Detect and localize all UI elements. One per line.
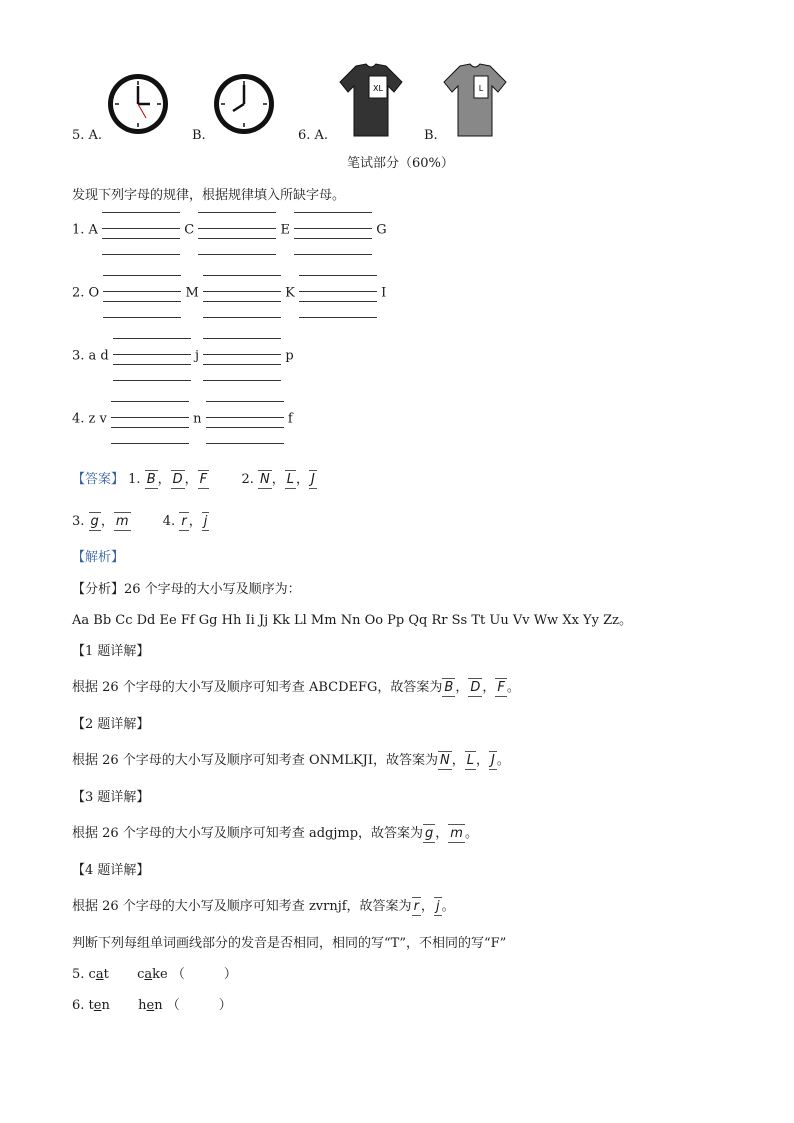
instruction-letters: 发现下列字母的规律，根据规律填入所缺字母。 xyxy=(72,188,346,203)
row3-prefix: 3. a d xyxy=(72,348,109,364)
analysis-intro: 【分析】26 个字母的大小写及顺序为： xyxy=(72,582,301,597)
answer-letter: L xyxy=(286,472,294,487)
answer-letter: J xyxy=(491,753,495,768)
end-mark: 。 xyxy=(506,680,520,695)
end-mark: 。 xyxy=(441,899,455,914)
word-2 xyxy=(138,998,162,1013)
row3-letter: p xyxy=(285,348,294,364)
word-part: c xyxy=(137,967,145,982)
row1-letter: E xyxy=(280,222,290,238)
separator: ， xyxy=(184,472,198,487)
answer-letter: r xyxy=(181,514,187,529)
word-part: c xyxy=(88,967,96,982)
tshirt-xl-tag: XL xyxy=(373,84,383,93)
separator: ， xyxy=(482,680,496,695)
sound-item-5 xyxy=(72,963,237,982)
separator: ， xyxy=(420,899,434,914)
row2-letter: I xyxy=(381,285,387,301)
detail-3-title: 【3 题详解】 xyxy=(72,790,150,805)
q5-option-b: B. xyxy=(192,128,206,143)
item-number: 6. xyxy=(72,998,85,1013)
writing-blank[interactable] xyxy=(203,330,281,382)
word-part: n xyxy=(154,998,163,1013)
end-mark: 。 xyxy=(496,753,510,768)
answer-blank[interactable]: （ ） xyxy=(171,967,237,982)
row3-letter: j xyxy=(195,348,200,364)
sound-item-6 xyxy=(72,994,232,1013)
answer-letter: F xyxy=(497,680,505,695)
word-part: t xyxy=(88,998,94,1013)
separator: ， xyxy=(451,753,465,768)
row2-letter: K xyxy=(285,285,295,301)
q6-number: 6. A. xyxy=(298,128,329,143)
detail-4-title: 【4 题详解】 xyxy=(72,863,150,878)
separator: ， xyxy=(157,472,171,487)
answer-letter: F xyxy=(199,472,208,487)
word-part: h xyxy=(138,998,147,1013)
clock-a-icon xyxy=(106,66,170,140)
answer-letter: r xyxy=(413,899,419,914)
analysis-label: 【解析】 xyxy=(72,550,125,565)
tshirt-l-tag: L xyxy=(478,84,484,93)
tshirt-l-icon xyxy=(440,60,510,140)
detail-3-text xyxy=(72,822,478,841)
tshirt-xl-icon xyxy=(336,60,406,140)
word-part: t xyxy=(103,967,109,982)
separator: ， xyxy=(100,514,114,529)
row4-letter: f xyxy=(287,411,293,427)
separator: ， xyxy=(271,472,285,487)
detail-3-body: 根据 26 个字母的大小写及顺序可知考查 adgjmp，故答案为 xyxy=(72,826,424,841)
underlined-part: a xyxy=(144,967,153,982)
underlined-part: a xyxy=(95,967,104,982)
answer-1-number: 1. xyxy=(128,472,141,487)
alphabet-list: Aa Bb Cc Dd Ee Ff Gg Hh Ii Jj Kk Ll Mm Nn Oo Pp Qq Rr Ss Tt Uu Vv Ww Xx Yy Zz。 xyxy=(72,613,632,628)
detail-1-text xyxy=(72,676,520,695)
writing-blank[interactable] xyxy=(294,204,372,256)
answer-label: 【答案】 xyxy=(72,472,125,487)
separator: ， xyxy=(455,680,469,695)
separator: ， xyxy=(475,753,489,768)
letter-row-4 xyxy=(72,393,293,446)
answer-line-1 xyxy=(72,468,317,487)
answer-letter: N xyxy=(439,753,450,768)
end-mark: 。 xyxy=(464,826,478,841)
answer-letter: B xyxy=(146,472,156,487)
answer-letter: B xyxy=(444,680,454,695)
answer-letter: j xyxy=(435,899,440,914)
separator: ， xyxy=(295,472,309,487)
q5-number: 5. A. xyxy=(72,128,103,143)
underlined-part: e xyxy=(93,998,102,1013)
row4-letter: n xyxy=(193,411,202,427)
answer-letter: J xyxy=(311,472,315,487)
row1-letter: G xyxy=(376,222,387,238)
answer-blank[interactable]: （ ） xyxy=(166,998,232,1013)
answer-letter: L xyxy=(466,753,474,768)
detail-2-text xyxy=(72,749,510,768)
writing-blank[interactable] xyxy=(113,330,191,382)
word-1 xyxy=(89,998,110,1013)
answer-2-number: 2. xyxy=(241,472,254,487)
letter-row-2 xyxy=(72,267,386,320)
letter-row-3 xyxy=(72,330,294,383)
answer-letter: g xyxy=(425,826,434,841)
clock-b-icon xyxy=(212,66,276,140)
answer-4-number: 4. xyxy=(162,514,176,529)
row1-prefix: 1. A xyxy=(72,222,98,238)
instruction-sound: 判断下列每组单词画线部分的发音是否相同，相同的写“T”，不相同的写“F” xyxy=(72,936,507,951)
separator: ， xyxy=(188,514,202,529)
item-number: 5. xyxy=(72,967,85,982)
writing-blank[interactable] xyxy=(102,204,180,256)
answer-letter: D xyxy=(470,680,481,695)
word-1 xyxy=(89,967,109,982)
detail-4-body: 根据 26 个字母的大小写及顺序可知考查 zvrnjf，故答案为 xyxy=(72,899,412,914)
row4-prefix: 4. z v xyxy=(72,411,107,427)
word-part: ke xyxy=(152,967,168,982)
underlined-part: e xyxy=(146,998,155,1013)
answer-letter: m xyxy=(115,514,129,529)
word-part: n xyxy=(101,998,110,1013)
word-2 xyxy=(137,967,168,982)
writing-blank[interactable] xyxy=(299,267,377,319)
answer-line-2 xyxy=(72,510,209,529)
answer-letter: m xyxy=(450,826,463,841)
answer-letter: N xyxy=(259,472,270,487)
row1-letter: C xyxy=(184,222,195,238)
writing-blank[interactable] xyxy=(103,267,181,319)
answer-letter: j xyxy=(203,514,208,529)
writing-blank[interactable] xyxy=(198,204,276,256)
letter-row-1 xyxy=(72,204,387,257)
written-section-heading: 笔试部分（60%） xyxy=(347,156,454,171)
row2-prefix: 2. O xyxy=(72,285,100,301)
detail-2-title: 【2 题详解】 xyxy=(72,717,150,732)
detail-4-text xyxy=(72,895,455,914)
writing-blank[interactable] xyxy=(203,267,281,319)
detail-1-title: 【1 题详解】 xyxy=(72,644,150,659)
row2-letter: M xyxy=(185,285,199,301)
q6-option-b: B. xyxy=(424,128,438,143)
writing-blank[interactable] xyxy=(206,393,284,445)
writing-blank[interactable] xyxy=(111,393,189,445)
answer-3-number: 3. xyxy=(72,514,85,529)
answer-letter: D xyxy=(172,472,183,487)
detail-2-body: 根据 26 个字母的大小写及顺序可知考查 ONMLKJI，故答案为 xyxy=(72,753,438,768)
detail-1-body: 根据 26 个字母的大小写及顺序可知考查 ABCDEFG，故答案为 xyxy=(72,680,443,695)
answer-letter: g xyxy=(90,514,99,529)
separator: ， xyxy=(435,826,449,841)
